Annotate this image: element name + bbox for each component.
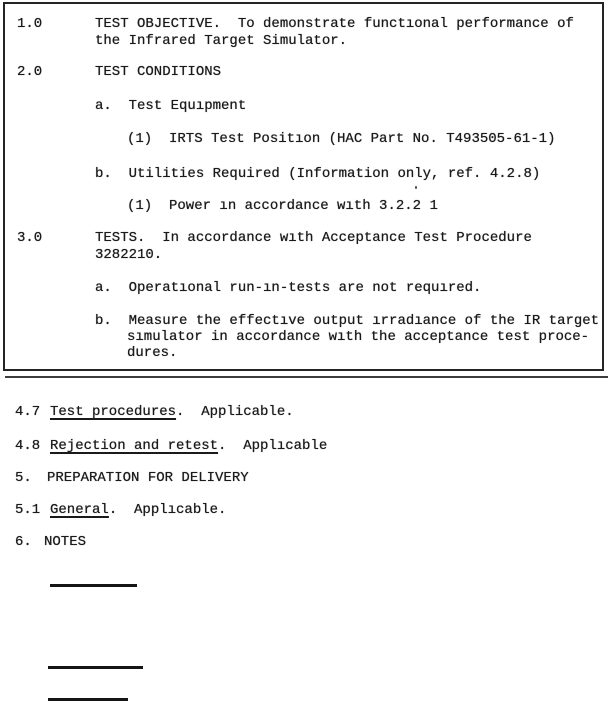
paragraph-4-7-text: [50, 405, 294, 419]
box-bottom-scan-line: [5, 376, 608, 378]
paragraph-6-title: NOTES: [44, 534, 87, 550]
section-2-item-b: b. Utilities Required (Information only, ref. 4.2.8): [95, 166, 541, 182]
paragraph-4-8-title: Rejection and retest: [50, 438, 219, 454]
section-3-text-line-2: 3282210.: [95, 247, 163, 263]
section-3-item-b-line-1: b. Measure the effectıve output ırradıance of the IR target: [95, 313, 600, 329]
paragraph-6-number: 6.: [15, 534, 32, 550]
blank-rule-1: [50, 584, 137, 587]
paragraph-4-8-number: 4.8: [15, 438, 41, 454]
section-1-text-line-2: the Infrared Target Simulator.: [95, 33, 348, 49]
section-3-number: 3.0: [17, 230, 43, 246]
paragraph-5-1-number: 5.1: [15, 502, 41, 518]
section-3-item-b-line-2: sımulator in accordance wıth the acceptance test proce-: [127, 329, 590, 345]
paragraph-5-number: 5.: [15, 470, 32, 486]
section-2-item-a-sub-1: (1) IRTS Test Positıon (HAC Part No. T493505-61-1): [127, 131, 556, 147]
blank-rule-3: [48, 698, 128, 701]
paragraph-5-1-title: General: [50, 502, 109, 518]
section-2-item-b-sub-1: (1) Power ın accordance wıth 3.2.2 1: [127, 198, 438, 214]
section-3-text-line-1: TESTS. In accordance wıth Acceptance Test Procedure: [95, 230, 532, 246]
paragraph-5-1-text: [50, 503, 226, 517]
paragraph-4-7-rest: . Applicable.: [176, 404, 294, 420]
section-1-number: 1.0: [17, 16, 43, 32]
section-2-item-a: a. Test Equıpment: [95, 98, 247, 114]
paragraph-4-8-text: [50, 439, 327, 453]
section-3-item-a: a. Operatıonal run-ın-tests are not requıred.: [95, 280, 482, 296]
section-3-item-b-line-3: dures.: [127, 345, 178, 361]
paragraph-5-1-rest: . Applıcable.: [108, 502, 227, 518]
section-2-number: 2.0: [17, 64, 43, 80]
section-1-text-line-1: TEST OBJECTIVE. To demonstrate functıonal performance of: [95, 16, 574, 32]
section-2-title: TEST CONDITIONS: [95, 64, 222, 80]
paragraph-4-7-title: Test procedures: [50, 404, 177, 420]
blank-rule-2: [48, 666, 143, 669]
paragraph-4-7-number: 4.7: [15, 404, 41, 420]
scan-artifact-dot: [415, 186, 417, 189]
paragraph-5-title: PREPARATION FOR DELIVERY: [47, 470, 249, 486]
paragraph-4-8-rest: . Applıcable: [218, 438, 328, 454]
